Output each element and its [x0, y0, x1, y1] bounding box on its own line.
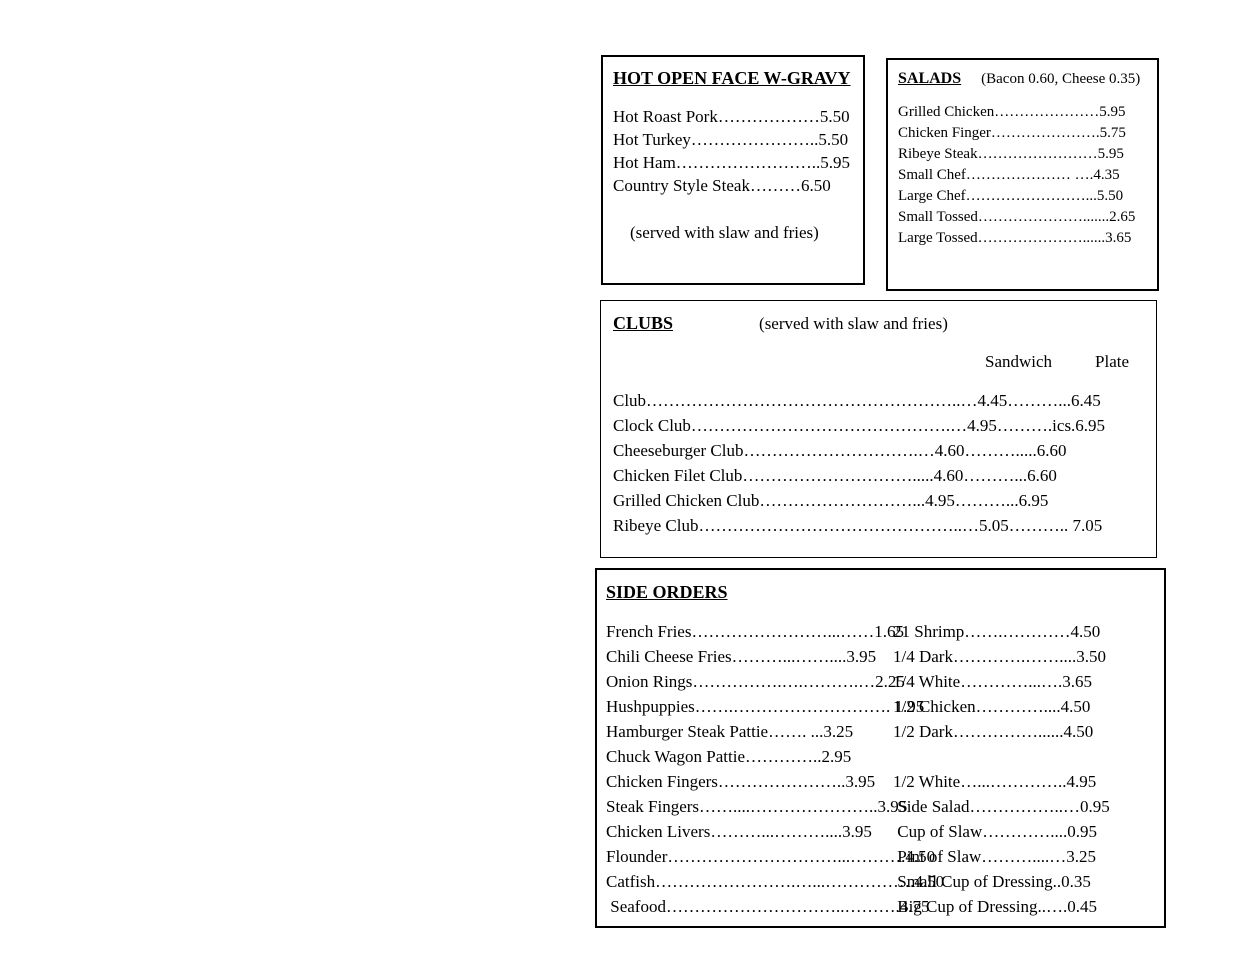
- menu-item-line: Side Salad……………..…0.95: [893, 797, 1110, 816]
- clubs-title: CLUBS: [613, 313, 674, 333]
- menu-item-line: Small Chef………………… ….4.35: [898, 167, 1120, 183]
- menu-item-line: Small Tossed………………….......2.65: [898, 209, 1136, 225]
- clubs-header: [613, 311, 1144, 336]
- clubs-items: [613, 388, 1144, 538]
- menu-item-line: Clock Club……………………………………….…4.95……….ics.6.95: [613, 416, 1106, 435]
- salads-items: [898, 102, 1147, 249]
- salads-title: SALADS: [898, 70, 962, 87]
- menu-item-line: Grilled Chicken Club………………………...4.95………...6.95: [613, 491, 1049, 510]
- menu-item-line: Chuck Wagon Pattie…………..2.95: [606, 747, 852, 766]
- salads-addons-note: (Bacon 0.60, Cheese 0.35): [981, 71, 1141, 87]
- menu-item-line: 1/4 Dark………….……....3.50: [893, 647, 1106, 666]
- served-with-note: (served with slaw and fries): [630, 223, 819, 242]
- section-salads: [886, 58, 1159, 291]
- menu-item-line: 1/2 Chicken…………....4.50: [893, 697, 1091, 716]
- hot-open-face-items: [613, 105, 853, 197]
- menu-item-line: Grilled Chicken…………………5.95: [898, 104, 1126, 120]
- menu-item-line: Ribeye Steak……………………5.95: [898, 146, 1124, 162]
- menu-item-line: Hushpuppies…….………………………. 1.95: [606, 697, 925, 716]
- menu-item-line: Pint of Slaw………....…3.25: [893, 847, 1097, 866]
- column-header-sandwich: Sandwich: [985, 352, 1053, 371]
- salads-header: [898, 68, 1147, 90]
- menu-item-line: Hot Roast Pork………………5.50: [613, 107, 850, 126]
- clubs-column-headers: [613, 349, 1144, 374]
- menu-item-line: Hamburger Steak Pattie……. ...3.25: [606, 722, 854, 741]
- menu-item-line: Chicken Fingers…………………..3.95: [606, 772, 876, 791]
- menu-item-line: Large Tossed…………………......3.65: [898, 230, 1132, 246]
- menu-item-line: Chicken Livers………...………....3.95: [606, 822, 872, 841]
- menu-item-line: 1/2 Dark……………......4.50: [893, 722, 1094, 741]
- menu-item-line: Onion Rings…………….….……….…2.25: [606, 672, 905, 691]
- column-header-plate: Plate: [1095, 352, 1130, 371]
- section-clubs: [600, 300, 1157, 558]
- menu-item-line: Chili Cheese Fries………...……....3.95: [606, 647, 877, 666]
- menu-item-line: Chicken Filet Club………………………….....4.60………...6.60: [613, 466, 1057, 485]
- menu-item-line: Hot Ham……………………..5.95: [613, 153, 851, 172]
- section-side-orders: [595, 568, 1166, 928]
- menu-item-line: Steak Fingers……....…………………..3.95: [606, 797, 908, 816]
- menu-item-line: Seafood…………………………..……….4.75: [606, 897, 930, 916]
- side-orders-title: SIDE ORDERS: [606, 582, 728, 602]
- menu-item-line: Cup of Slaw…………....0.95: [893, 822, 1097, 841]
- hot-open-face-title: HOT OPEN FACE W-GRAVY: [613, 68, 851, 88]
- menu-item-line: Ribeye Club………………………………………..…5.05……….. 7.05: [613, 516, 1103, 535]
- menu-item-line: Chicken Finger………………….5.75: [898, 125, 1126, 141]
- menu-item-line: [893, 744, 1155, 769]
- menu-item-line: Large Chef……………………...5.50: [898, 188, 1124, 204]
- section-hot-open-face-w-gravy: [601, 55, 865, 285]
- side-orders-right-column: [893, 619, 1155, 919]
- menu-item-line: Flounder…………………………...……….4.50: [606, 847, 936, 866]
- menu-item-line: Small Cup of Dressing..0.35: [893, 872, 1091, 891]
- side-orders-columns: [606, 619, 1155, 919]
- menu-item-line: Catfish…………………….…...…………….4.50: [606, 872, 945, 891]
- menu-item-line: French Fries……………………...……1.65: [606, 622, 904, 641]
- menu-item-line: 21 Shrimp…….…………4.50: [893, 622, 1101, 641]
- menu-item-line: Cheeseburger Club………………………….…4.60……….....6.60: [613, 441, 1067, 460]
- menu-item-line: 1/4 White…………...….3.65: [893, 672, 1092, 691]
- menu-item-line: Big Cup of Dressing..….0.45: [893, 897, 1097, 916]
- menu-item-line: Country Style Steak………6.50: [613, 176, 831, 195]
- menu-item-line: Hot Turkey…………………..5.50: [613, 130, 849, 149]
- menu-item-line: 1/2 White…...…………..4.95: [893, 772, 1097, 791]
- served-with-note: (served with slaw and fries): [759, 314, 948, 333]
- menu-item-line: Club………………………………………………..…4.45………...6.45: [613, 391, 1101, 410]
- side-orders-left-column: [606, 619, 945, 919]
